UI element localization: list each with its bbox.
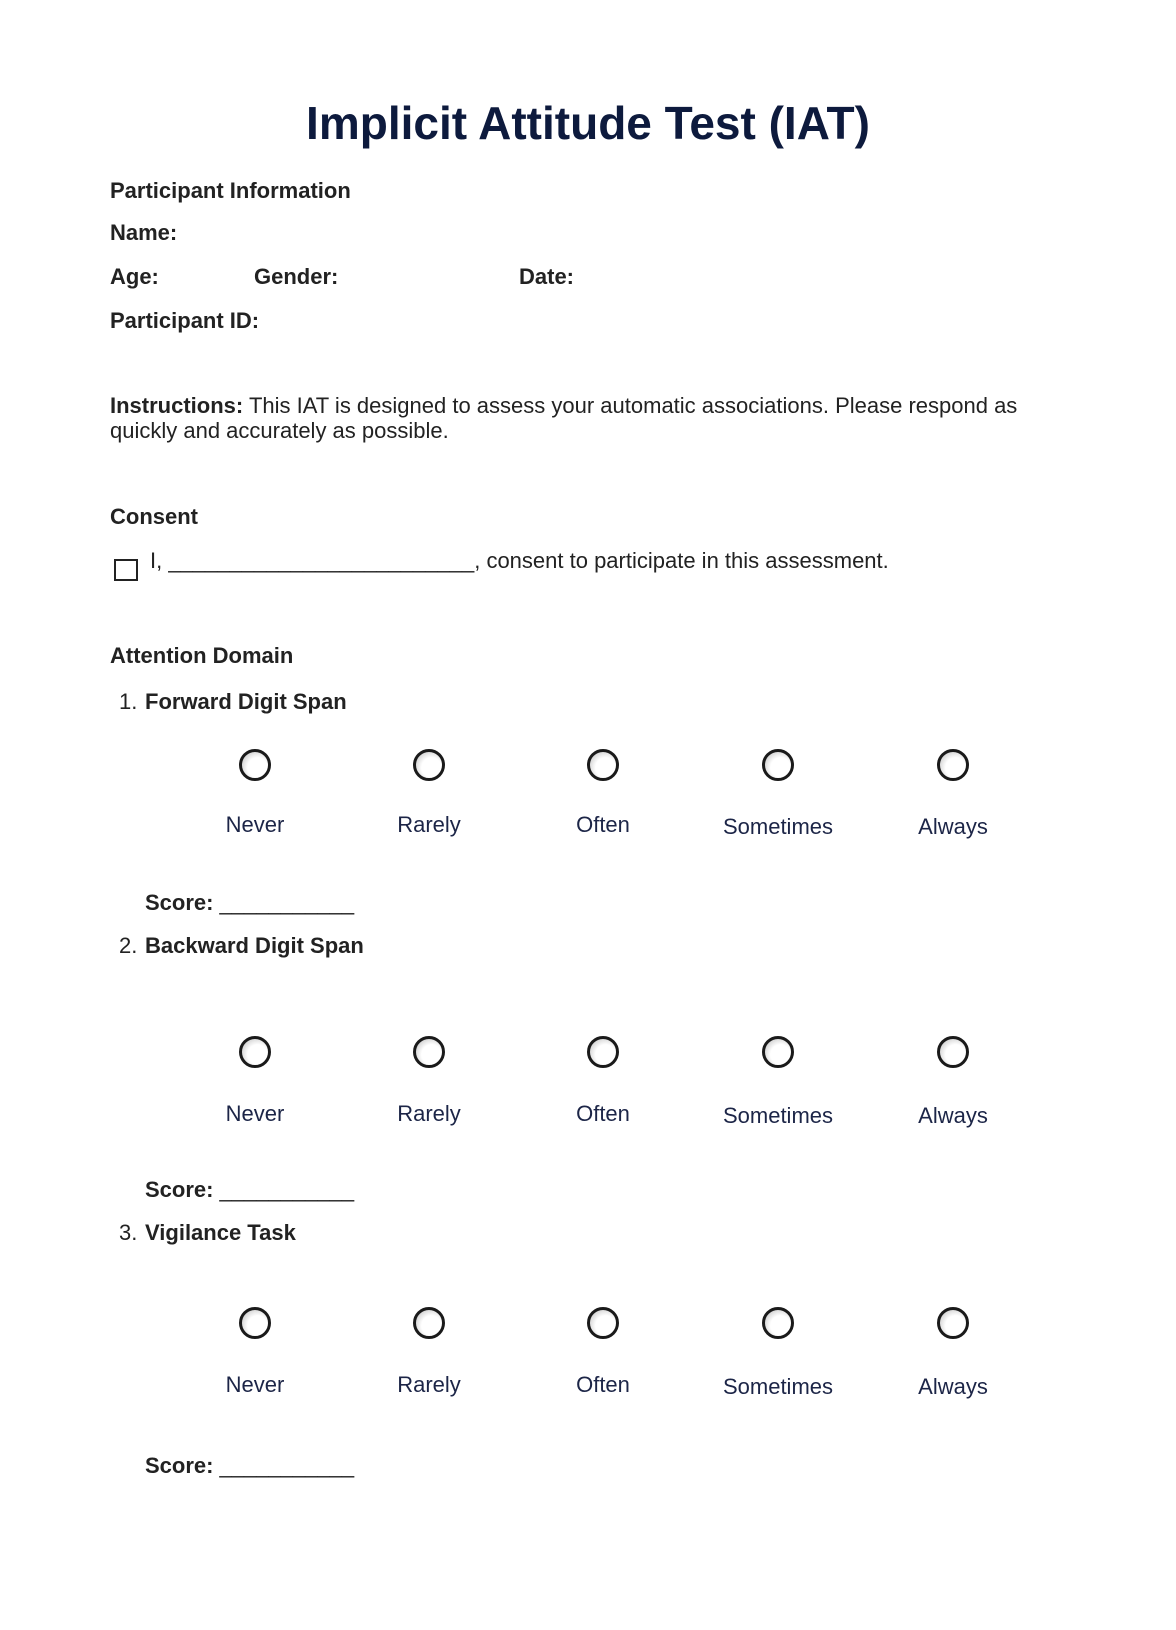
score-blank[interactable]: ___________ — [219, 890, 355, 915]
question-title: Vigilance Task — [145, 1220, 296, 1245]
option-label-rarely: Rarely — [397, 812, 461, 837]
radio-never[interactable] — [239, 749, 271, 781]
option-label-never: Never — [225, 1372, 285, 1397]
radio-rarely[interactable] — [413, 749, 445, 781]
radio-often[interactable] — [587, 749, 619, 781]
option-label-always: Always — [918, 1374, 988, 1399]
participant-info-heading: Participant Information — [110, 178, 351, 203]
question-number: 1. — [119, 689, 138, 714]
option-label-always: Always — [918, 814, 988, 839]
instructions-text: This IAT is designed to assess your automatic associations. Please respond as — [248, 393, 1018, 418]
option-label-rarely: Rarely — [397, 1101, 461, 1126]
gender-label: Gender: — [254, 264, 339, 289]
option-label-sometimes: Sometimes — [722, 1103, 834, 1128]
age-label: Age: — [110, 264, 159, 289]
score-blank[interactable]: ___________ — [219, 1177, 355, 1202]
radio-often[interactable] — [587, 1036, 619, 1068]
score-label: Score: — [145, 890, 214, 915]
radio-always[interactable] — [937, 1036, 969, 1068]
score-field — [145, 1453, 354, 1479]
date-label: Date: — [519, 264, 575, 289]
radio-often[interactable] — [587, 1307, 619, 1339]
radio-sometimes[interactable] — [762, 1307, 794, 1339]
question-number: 2. — [119, 933, 138, 958]
radio-never[interactable] — [239, 1307, 271, 1339]
option-label-sometimes: Sometimes — [722, 1374, 834, 1399]
score-field — [145, 1177, 354, 1203]
radio-sometimes[interactable] — [762, 1036, 794, 1068]
question-title: Forward Digit Span — [145, 689, 347, 714]
radio-always[interactable] — [937, 1307, 969, 1339]
page-title: Implicit Attitude Test (IAT) — [306, 97, 870, 149]
radio-never[interactable] — [239, 1036, 271, 1068]
option-label-often: Often — [576, 1101, 630, 1126]
radio-sometimes[interactable] — [762, 749, 794, 781]
instructions-label: Instructions: — [110, 393, 244, 418]
consent-text: I, _________________________, consent to participate in this assessment. — [150, 548, 889, 573]
radio-rarely[interactable] — [413, 1307, 445, 1339]
option-label-sometimes: Sometimes — [722, 814, 834, 839]
consent-checkbox[interactable] — [114, 559, 138, 581]
option-label-never: Never — [225, 1101, 285, 1126]
consent-heading: Consent — [110, 504, 198, 529]
score-blank[interactable]: ___________ — [219, 1453, 355, 1478]
score-label: Score: — [145, 1453, 214, 1478]
option-label-often: Often — [576, 1372, 630, 1397]
question-number: 3. — [119, 1220, 138, 1245]
radio-rarely[interactable] — [413, 1036, 445, 1068]
option-label-often: Often — [576, 812, 630, 837]
option-label-always: Always — [918, 1103, 988, 1128]
score-label: Score: — [145, 1177, 214, 1202]
radio-always[interactable] — [937, 749, 969, 781]
instructions-line-1 — [110, 393, 1070, 419]
participant-id-label: Participant ID: — [110, 308, 260, 333]
instructions-line-2: quickly and accurately as possible. — [110, 418, 449, 443]
name-label: Name: — [110, 220, 178, 245]
question-title: Backward Digit Span — [145, 933, 364, 958]
score-field — [145, 890, 354, 916]
section-heading: Attention Domain — [110, 643, 294, 668]
option-label-never: Never — [225, 812, 285, 837]
option-label-rarely: Rarely — [397, 1372, 461, 1397]
